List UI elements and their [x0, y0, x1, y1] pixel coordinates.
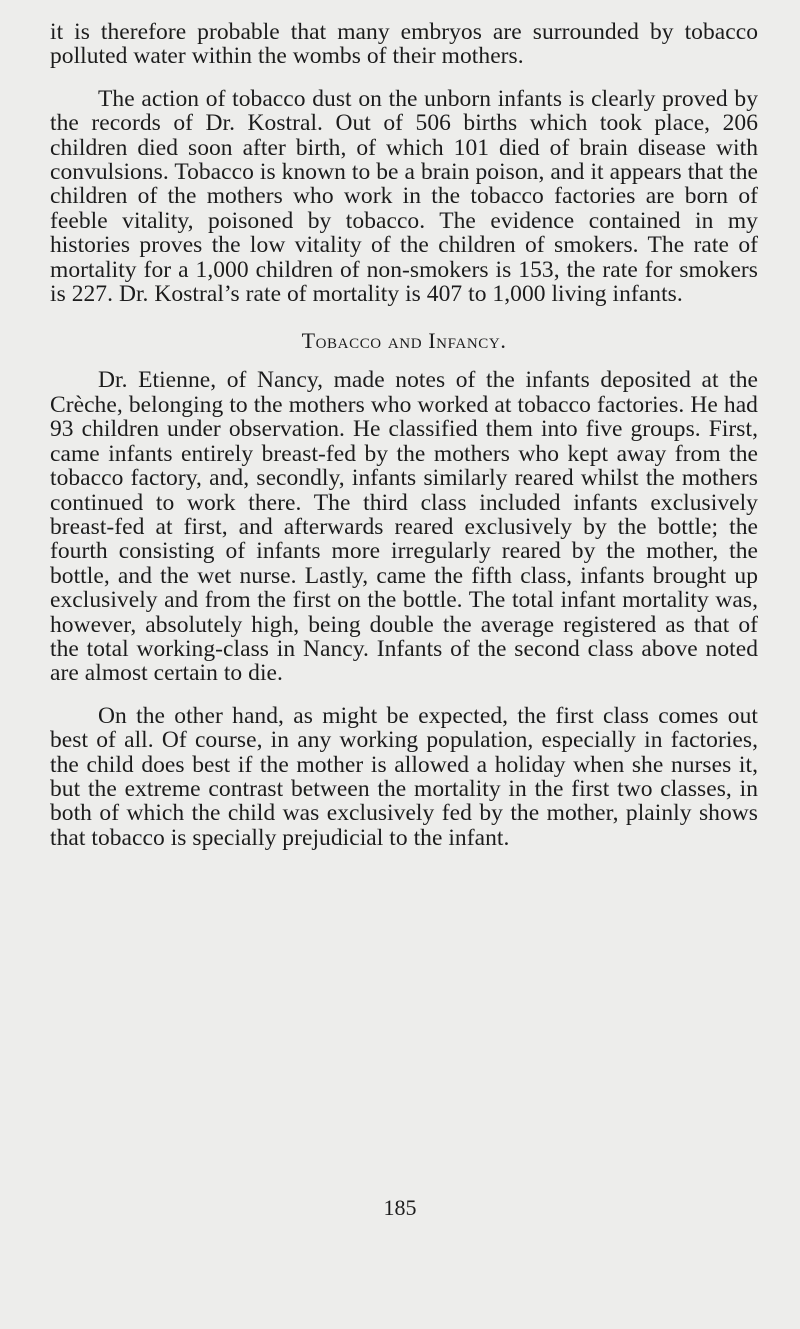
- paragraph-etienne-study: Dr. Etienne, of Nancy, made notes of the infants deposited at the Crèche, belonging to the mothers who worked at tobacco factories. He had 93 children under observation. He classified them into five groups. First, came infants entirely breast-fed by the mothers who kept away from the tobacco factory, and, secondly, infants similarly reared whilst the mothers continued to work there. The third class included infants exclusively breast-fed at first, and afterwards reared exclusively by the bottle; the fourth consisting of infants more irregularly reared by the mother, the bottle, and the wet nurse. Lastly, came the fifth class, infants brought up exclusively and from the first on the bottle. The total infant mortality was, however, absolutely high, being double the average registered as that of the total working-class in Nancy. Infants of the second class above noted are almost certain to die.: [50, 367, 758, 687]
- paragraph-first-class: On the other hand, as might be expected, the first class comes out best of all. Of course, in any working population, especially in factories, the child does best if the mother is allowed a holiday when she nurses it, but the extreme contrast between the mortality in the first two classes, in both of which the child was exclusively fed by the mother, plainly shows that tobacco is specially prejudicial to the infant.: [50, 702, 758, 851]
- page-number: 185: [383, 1195, 417, 1220]
- paragraph-embryos: it is therefore probable that many embryos are surrounded by tobacco polluted water within the wombs of their mothers.: [50, 19, 758, 70]
- paragraph-kostral-records: The action of tobacco dust on the unborn infants is clearly proved by the records of Dr. Kostral. Out of 506 births which took place, 206 children died soon after birth, of which 101 died of brain disease with convulsions. Tobacco is known to be a brain poison, and it appears that the children of the mothers who work in the tobacco factories are born of feeble vitality, poisoned by tobacco. The evidence contained in my histories proves the low vitality of the children of smokers. The rate of mortality for a 1,000 children of non-smokers is 153, the rate for smokers is 227. Dr. Kostral’s rate of mortality is 407 to 1,000 living infants.: [50, 85, 758, 308]
- section-heading: Tobacco and Infancy.: [301, 328, 507, 354]
